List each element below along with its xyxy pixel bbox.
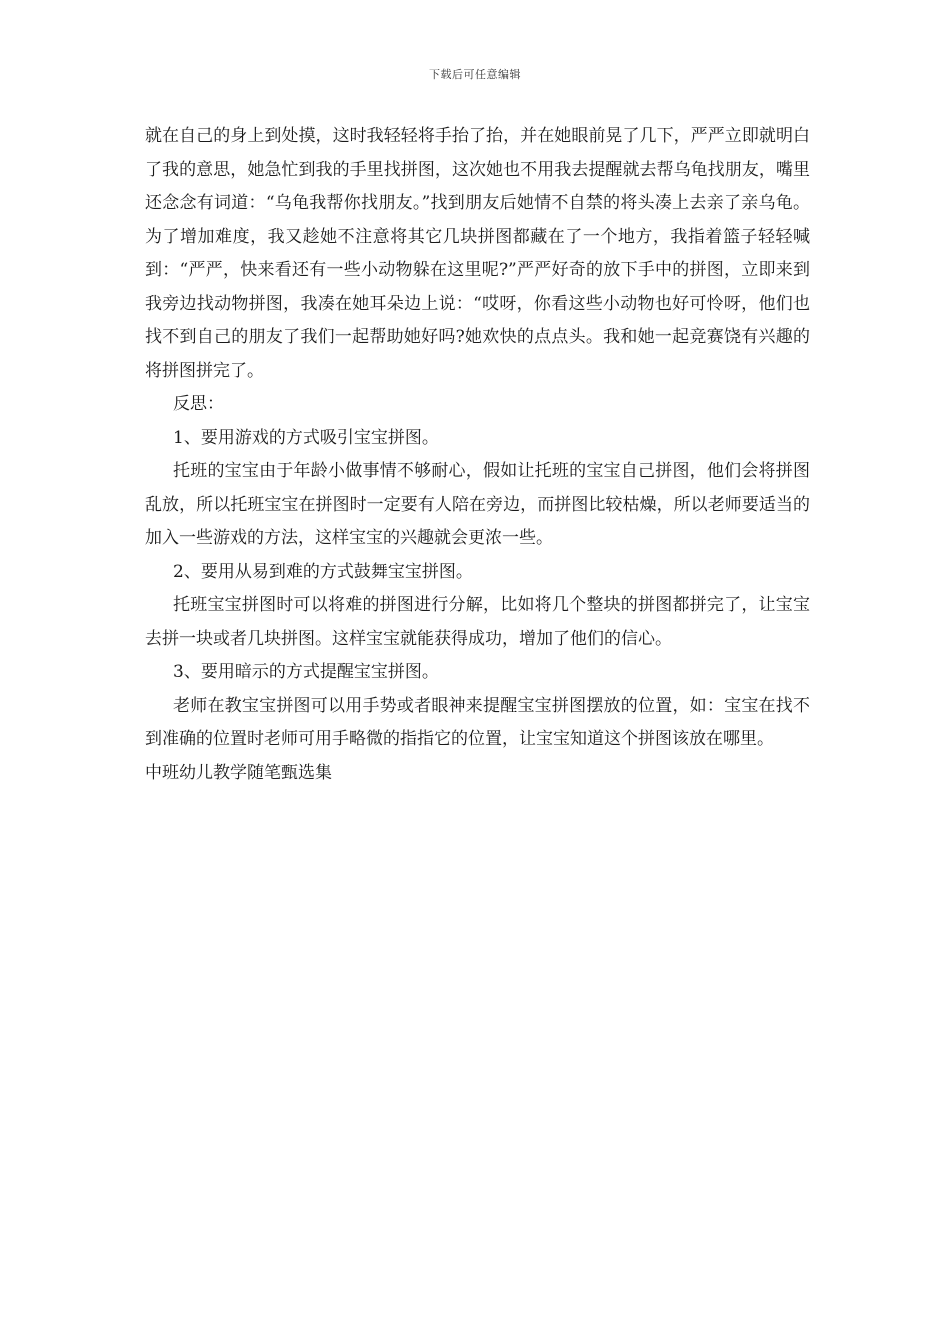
paragraph-point-1-body: 托班的宝宝由于年龄小做事情不够耐心，假如让托班的宝宝自己拼图，他们会将拼图乱放，所以托班宝宝在拼图时一定要有人陪在旁边，而拼图比较枯燥，所以老师要适当的加入一些游戏的方法，这样宝宝的兴趣就会更浓一些。 [145, 461, 810, 548]
paragraph-point-1-heading: 1、要用游戏的方式吸引宝宝拼图。 [173, 427, 439, 448]
document-body [145, 120, 810, 790]
next-section-title: 中班幼儿教学随笔甄选集 [145, 762, 332, 783]
page-header: 下载后可任意编辑 [429, 68, 521, 81]
paragraph-story-continuation: 就在自己的身上到处摸，这时我轻轻将手抬了抬，并在她眼前晃了几下，严严立即就明白了我的意思，她急忙到我的手里找拼图，这次她也不用我去提醒就去帮乌龟找朋友，嘴里还念念有词道：“乌龟我帮你找朋友。”找到朋友后她情不自禁的将头凑上去亲了亲乌龟。为了增加难度，我又趁她不注意将其它几块拼图都藏在了一个地方，我指着篮子轻轻喊到：“严严，快来看还有一些小动物躲在这里呢?”严严好奇的放下手中的拼图，立即来到我旁边找动物拼图，我凑在她耳朵边上说：“哎呀，你看这些小动物也好可怜呀，他们也找不到自己的朋友了我们一起帮助她好吗?她欢快的点点头。我和她一起竞赛饶有兴趣的将拼图拼完了。 [145, 126, 810, 381]
paragraph-point-2-heading: 2、要用从易到难的方式鼓舞宝宝拼图。 [173, 561, 473, 582]
paragraph-reflection-heading: 反思： [173, 394, 224, 414]
paragraph-point-2-body: 托班宝宝拼图时可以将难的拼图进行分解，比如将几个整块的拼图都拼完了，让宝宝去拼一块或者几块拼图。这样宝宝就能获得成功，增加了他们的信心。 [145, 595, 810, 649]
paragraph-point-3-body: 老师在教宝宝拼图可以用手势或者眼神来提醒宝宝拼图摆放的位置，如：宝宝在找不到准确的位置时老师可用手略微的指指它的位置，让宝宝知道这个拼图该放在哪里。 [145, 695, 810, 749]
paragraph-point-3-heading: 3、要用暗示的方式提醒宝宝拼图。 [173, 662, 439, 682]
